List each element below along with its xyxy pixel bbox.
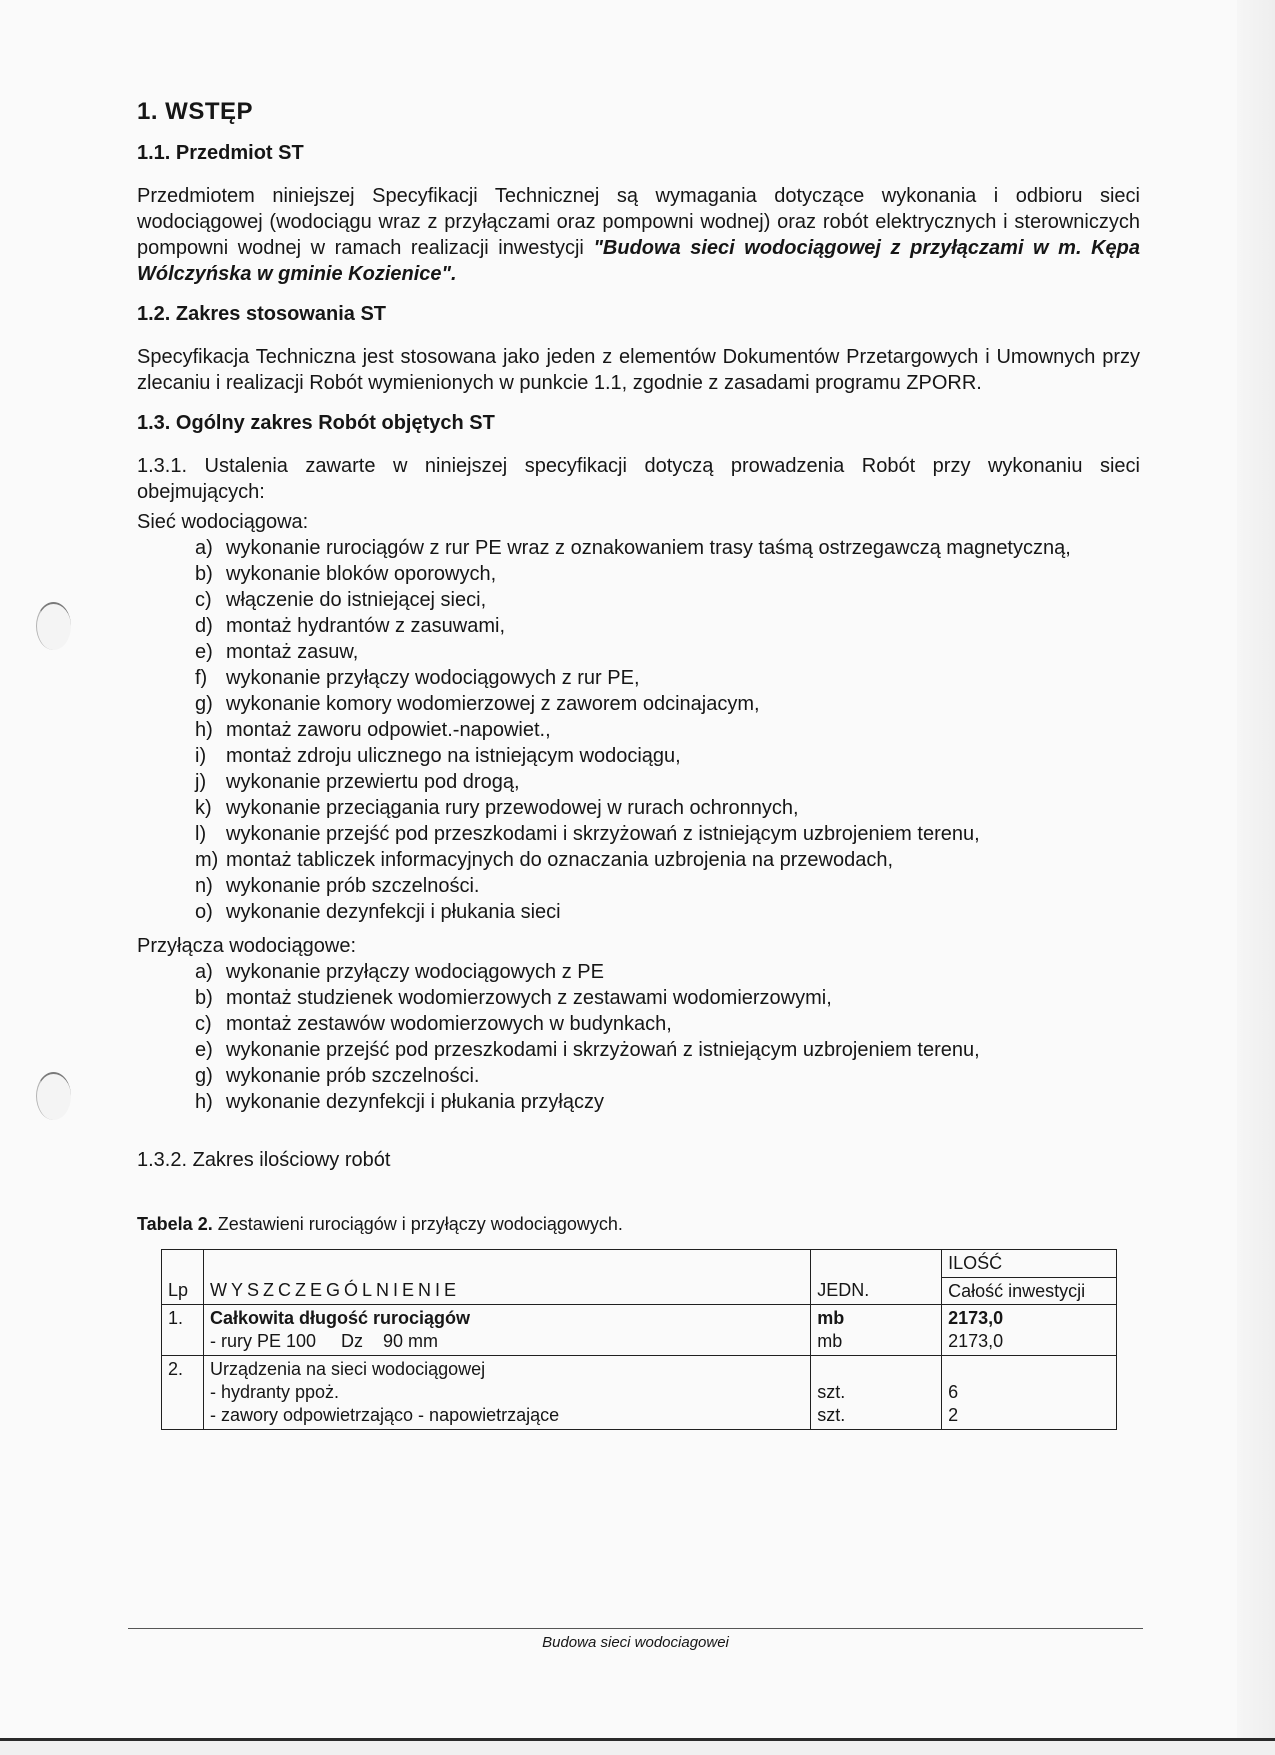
row2-sub1-unit: szt. <box>817 1382 846 1402</box>
row1-title-unit: mb <box>817 1308 845 1328</box>
heading-1-3: 1.3. Ogólny zakres Robót objętych ST <box>137 412 495 434</box>
row2-sub2-qty: 2 <box>948 1405 959 1425</box>
list-item: k) wykonanie przeciągania rury przewodowej w rurach ochronnych, <box>195 797 799 819</box>
punch-hole-icon <box>36 1072 71 1120</box>
list-item: b) montaż studzienek wodomierzowych z zestawami wodomierzowymi, <box>195 987 832 1009</box>
list-item: a) wykonanie rurociągów z rur PE wraz z oznakowaniem trasy taśmą ostrzegawczą magnetyczną, <box>195 537 1071 559</box>
row1-desc <box>203 1305 810 1356</box>
list-item: l) wykonanie przejść pod przeszkodami i skrzyżowań z istniejącym uzbrojeniem terenu, <box>195 823 980 845</box>
table-caption-label: Tabela 2. <box>137 1214 213 1234</box>
row1-unit <box>811 1305 942 1356</box>
investment-name: "Budowa sieci wodociągowej z przyłączami w m. Kępa Wólczyńska w gminie Kozienice". <box>137 237 1140 285</box>
header-spec: WYSZCZEGÓLNIENIE <box>203 1250 810 1305</box>
footer-text: Budowa sieci wodociagowei <box>542 1634 729 1651</box>
list-item: o) wykonanie dezynfekcji i płukania sieci <box>195 901 561 923</box>
row2-desc <box>203 1356 810 1430</box>
list-item: h) montaż zaworu odpowiet.-napowiet., <box>195 719 551 741</box>
list-item: f) wykonanie przyłączy wodociągowych z rur PE, <box>195 667 640 689</box>
row1-sub-qty: 2173,0 <box>948 1331 1004 1351</box>
header-lp: Lp <box>162 1250 204 1305</box>
row2-qty <box>942 1356 1117 1430</box>
header-qty-total: Całość inwestycji <box>942 1278 1117 1305</box>
row1-title-qty: 2173,0 <box>948 1308 1004 1328</box>
list-item: m) montaż tabliczek informacyjnych do oznaczania uzbrojenia na przewodach, <box>195 849 894 871</box>
row2-sub1: - hydranty ppoż. <box>209 1382 340 1402</box>
list-item: i) montaż zdroju ulicznego na istniejącym wodociągu, <box>195 745 681 767</box>
paragraph-1-2: Specyfikacja Techniczna jest stosowana jako jeden z elementów Dokumentów Przetargowych i Umownych przy zlecaniu i realizacji Robót wymienionych w punkcie 1.1, zgodnie z zasadami programu ZPORR. <box>137 346 1140 394</box>
list-item: h) wykonanie dezynfekcji i płukania przyłączy <box>195 1091 604 1113</box>
document-content <box>137 98 1140 1430</box>
row2-sub1-qty: 6 <box>948 1382 959 1402</box>
list-item: n) wykonanie prób szczelności. <box>195 875 480 897</box>
paragraph-1-1-text: Przedmiotem niniejszej Specyfikacji Technicznej są wymagania dotyczące wykonania i odbioru sieci wodociągowej (wodociągu wraz z przyłączami oraz pompowni wodnej) oraz robót elektrycznych i sterowniczych pompowni wodnej w ramach realizacji inwestycji <box>137 185 1140 259</box>
subsection-1-3-2: 1.3.2. Zakres ilościowy robót <box>137 1149 391 1171</box>
network-label: Sieć wodociągowa: <box>137 511 309 533</box>
header-unit: JEDN. <box>811 1250 942 1305</box>
scan-edge-right <box>1237 0 1275 1755</box>
row2-unit <box>811 1356 942 1430</box>
quantity-table <box>161 1249 1117 1430</box>
heading-1-1: 1.1. Przedmiot ST <box>137 142 304 164</box>
list-item: j) wykonanie przewiertu pod drogą, <box>195 771 520 793</box>
connections-label: Przyłącza wodociągowe: <box>137 935 356 957</box>
row1-sub-unit: mb <box>817 1331 843 1351</box>
list-item: e) wykonanie przejść pod przeszkodami i skrzyżowań z istniejącym uzbrojeniem terenu, <box>195 1039 980 1061</box>
footer-divider <box>128 1628 1143 1629</box>
row2-sub2: - zawory odpowietrzająco - napowietrzające <box>209 1405 560 1425</box>
list-item: g) wykonanie prób szczelności. <box>195 1065 480 1087</box>
punch-hole-icon <box>36 602 71 650</box>
table-row <box>162 1305 1117 1356</box>
row2-sub2-unit: szt. <box>817 1405 846 1425</box>
paragraph-1-1 <box>137 183 1140 287</box>
list-item: d) montaż hydrantów z zasuwami, <box>195 615 506 637</box>
table-row <box>162 1356 1117 1430</box>
row2-title: Urządzenia na sieci wodociągowej <box>209 1359 486 1379</box>
list-item: a) wykonanie przyłączy wodociągowych z PE <box>195 961 604 983</box>
connections-list <box>137 959 1140 1115</box>
list-item: g) wykonanie komory wodomierzowej z zaworem odcinajacym, <box>195 693 760 715</box>
row1-title: Całkowita długość rurociągów <box>209 1308 471 1328</box>
section-title: 1. WSTĘP <box>137 98 254 125</box>
scan-edge-bottom <box>0 1738 1275 1755</box>
table-caption <box>137 1214 1140 1235</box>
row2-lp: 2. <box>162 1356 204 1430</box>
table-caption-text: Zestawieni rurociągów i przyłączy wodociągowych. <box>212 1214 623 1234</box>
header-qty-group: ILOŚĆ <box>942 1250 1117 1278</box>
row1-lp: 1. <box>162 1305 204 1356</box>
paragraph-1-3-1: 1.3.1. Ustalenia zawarte w niniejszej specyfikacji dotyczą prowadzenia Robót przy wykonaniu sieci obejmujących: <box>137 455 1140 503</box>
spacer <box>817 1358 935 1381</box>
spacer <box>948 1358 1110 1381</box>
heading-1-2: 1.2. Zakres stosowania ST <box>137 303 386 325</box>
list-item: e) montaż zasuw, <box>195 641 359 663</box>
row1-qty <box>942 1305 1117 1356</box>
row1-sub: - rury PE 100 Dz 90 mm <box>209 1331 439 1351</box>
list-item: b) wykonanie bloków oporowych, <box>195 563 497 585</box>
list-item: c) włączenie do istniejącej sieci, <box>195 589 487 611</box>
network-list <box>137 535 1140 925</box>
list-item: c) montaż zestawów wodomierzowych w budynkach, <box>195 1013 672 1035</box>
